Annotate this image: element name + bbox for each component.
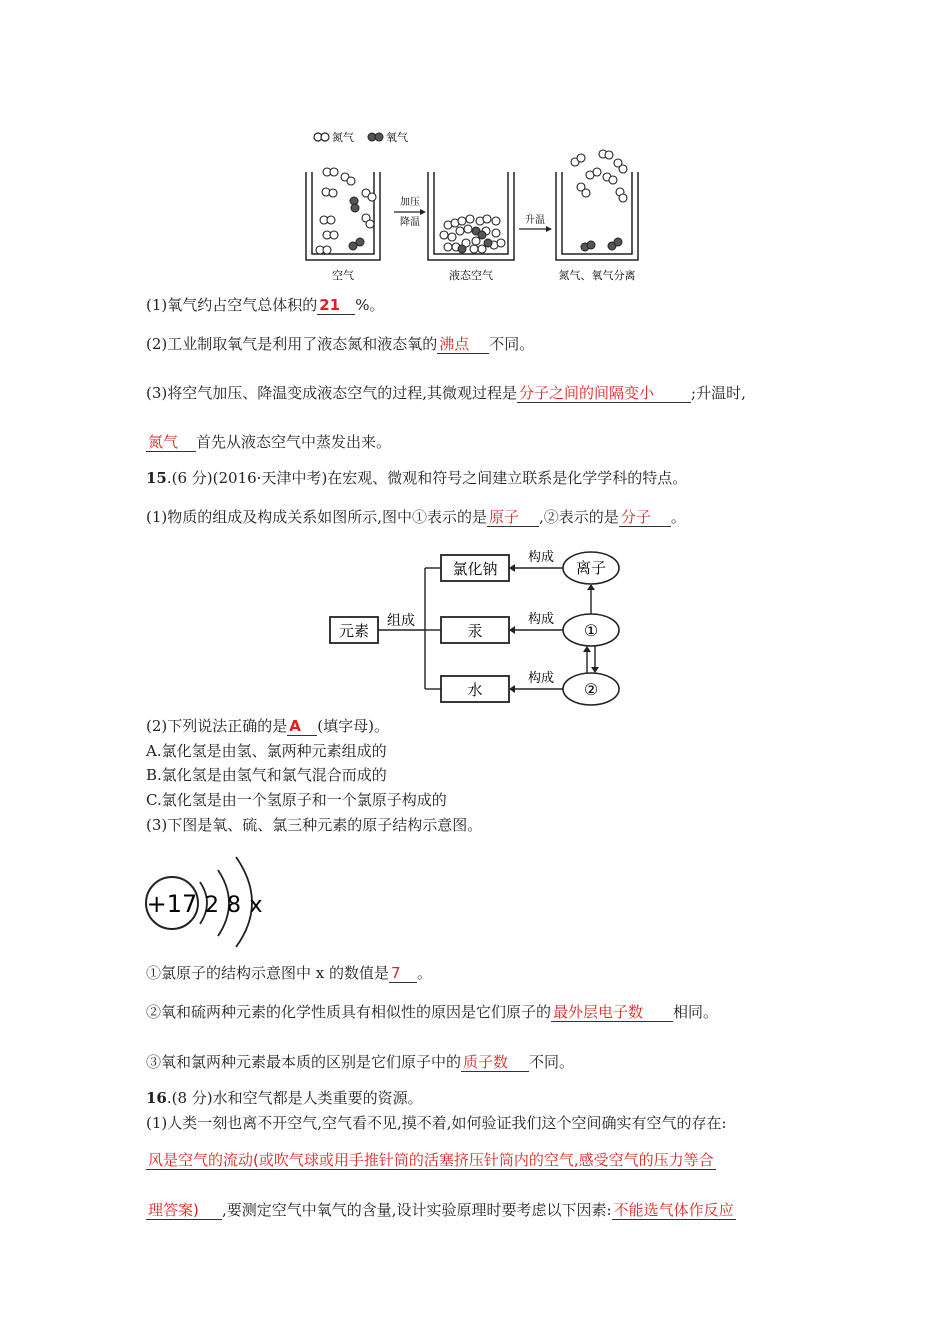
q16-answer-line1 — [146, 1150, 716, 1170]
shell-2-electrons: 8 — [227, 893, 241, 918]
node-2: ② — [583, 680, 599, 699]
q15-part3: (3)下图是氧、硫、氯三种元素的原子结构示意图。 — [146, 816, 483, 834]
q14-part3-cont: 氮气 首先从液态空气中蒸发出来。 — [148, 433, 392, 451]
q14-part1: (1)氧气约占空气总体积的 21 %。 — [146, 296, 385, 314]
q16-heading: 16.(8 分)水和空气都是人类重要的资源。 — [146, 1089, 423, 1107]
nacl-box: 氯化钠 — [452, 560, 498, 578]
node-1: ① — [583, 621, 599, 640]
label-liquid-air: 液态空气 — [449, 269, 493, 282]
q15-sub3: ③氧和氯两种元素最本质的区别是它们原子中的 质子数 不同。 — [146, 1053, 575, 1071]
answer-blank: 分子之间的间隔变小 — [517, 384, 691, 403]
q15-part1: (1)物质的组成及构成关系如图所示,图中①表示的是 原子 ,②表示的是 分子 。 — [146, 508, 686, 526]
label-separation: 氮气、氧气分离 — [558, 269, 636, 282]
option-a: A.氯化氢是由氢、氯两种元素组成的 — [146, 742, 387, 760]
shell-1-electrons: 2 — [205, 893, 219, 918]
q16-part1: (1)人类一刻也离不开空气,空气看不见,摸不着,如何验证我们这个空间确实有空气的存在: — [146, 1114, 727, 1132]
water-box: 水 — [467, 681, 483, 699]
answer-blank: 不能选气体作反应 — [613, 1201, 734, 1219]
answer-blank: 21 — [317, 296, 355, 315]
option-c: C.氯化氢是由一个氢原子和一个氯原子构成的 — [146, 791, 447, 809]
q15-sub2: ②氧和硫两种元素的化学性质具有相似性的原因是它们原子的 最外层电子数 相同。 — [146, 1003, 719, 1021]
option-b: B.氯化氢是由氢气和氯气混合而成的 — [146, 766, 387, 784]
q14-part2: (2)工业制取氧气是利用了液态氮和液态氧的 沸点 不同。 — [146, 335, 535, 353]
q16-answer-line2: 理答案) ,要测定空气中氧气的含量,设计实验原理时要考虑以下因素: 不能选气体作反应 — [148, 1201, 734, 1219]
ion-node: 离子 — [575, 559, 607, 577]
mercury-box: 汞 — [467, 622, 483, 640]
chlorine-atom-diagram — [140, 845, 275, 950]
q15-sub1: ①氯原子的结构示意图中 x 的数值是 7 。 — [146, 964, 433, 982]
arrow1-bottom-label: 降温 — [400, 217, 420, 228]
element-box: 元素 — [338, 622, 370, 640]
q15-heading: 15.(6 分)(2016·天津中考)在宏观、微观和符号之间建立联系是化学学科的特点。 — [146, 469, 688, 487]
arrow1-top-label: 加压 — [400, 197, 420, 208]
arrow2-label: 升温 — [525, 215, 545, 226]
composition-diagram — [325, 545, 625, 710]
legend-oxygen: 氧气 — [386, 131, 408, 144]
answer-blank: 质子数 — [461, 1053, 529, 1072]
shell-3-electrons: x — [249, 893, 263, 918]
air-separation-figure — [300, 125, 650, 290]
answer-blank: 7 — [389, 964, 417, 983]
legend-nitrogen: 氮气 — [332, 131, 354, 144]
construct-label: 构成 — [527, 671, 555, 686]
compose-label: 组成 — [387, 613, 415, 629]
q15-part2: (2)下列说法正确的是 A (填字母)。 — [146, 717, 389, 735]
answer-blank: 沸点 — [437, 335, 489, 354]
construct-label: 构成 — [527, 612, 555, 627]
answer-blank: 原子 — [487, 508, 539, 527]
answer-blank: 氮气 — [146, 433, 196, 452]
nucleus-charge: +17 — [146, 890, 198, 918]
answer-blank: 风是空气的流动(或吹气球或用手推针筒的活塞挤压针筒内的空气,感受空气的压力等合 — [148, 1151, 714, 1169]
answer-blank: 分子 — [619, 508, 671, 527]
answer-blank: A — [287, 717, 317, 736]
answer-blank: 理答案) — [146, 1201, 222, 1220]
answer-blank: 最外层电子数 — [551, 1003, 673, 1022]
construct-label: 构成 — [527, 550, 555, 565]
q14-part3: (3)将空气加压、降温变成液态空气的过程,其微观过程是 分子之间的间隔变小 ;升温时, — [146, 384, 746, 402]
label-air: 空气 — [332, 269, 354, 282]
